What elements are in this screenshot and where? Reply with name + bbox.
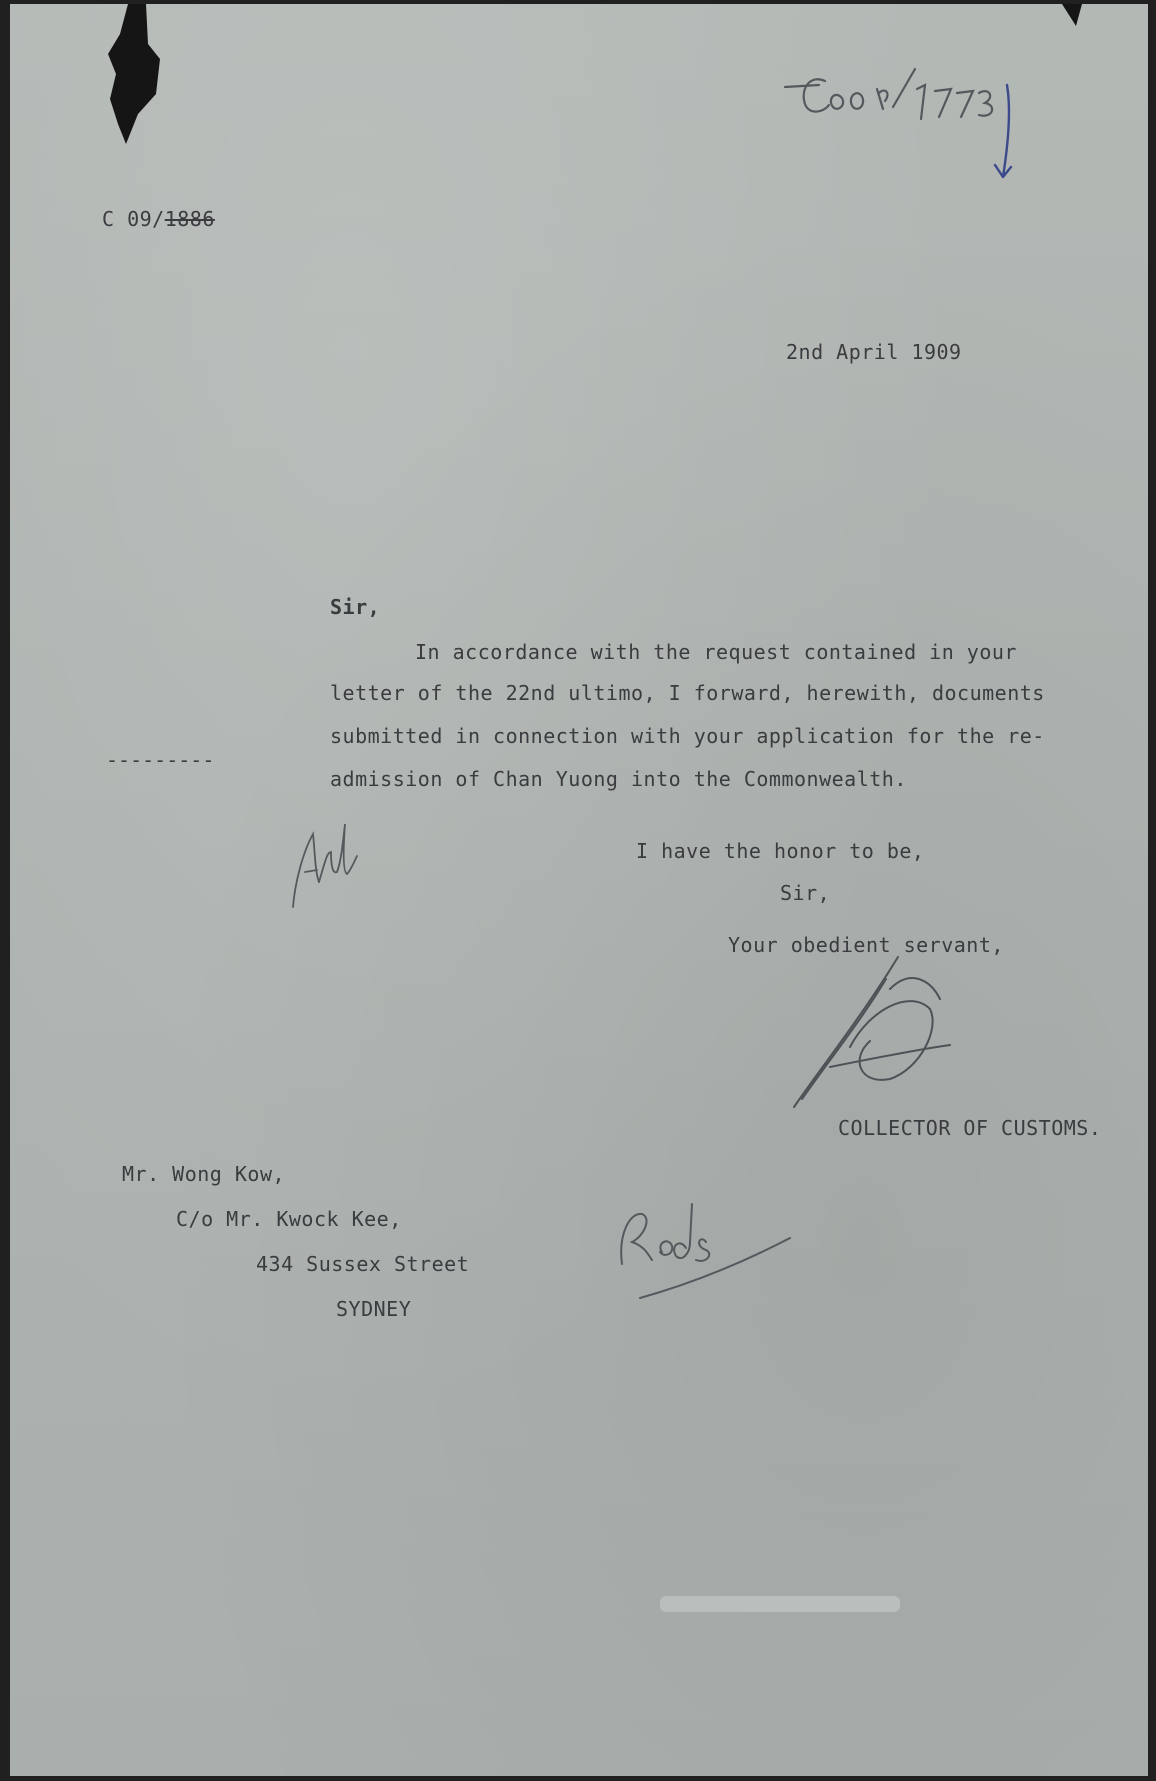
salutation: Sir, [330, 595, 381, 619]
letter-page [10, 4, 1148, 1776]
file-reference-struck: 1886 [164, 207, 215, 231]
closing-line: Your obedient servant, [728, 933, 1004, 957]
body-line: In accordance with the request contained in your [415, 640, 1017, 664]
body-line: submitted in connection with your application for the re- [330, 724, 1045, 748]
signature-title: COLLECTOR OF CUSTOMS. [838, 1116, 1102, 1140]
handwritten-initials [285, 812, 365, 912]
closing-line: I have the honor to be, [636, 839, 925, 863]
margin-rule: --------- [106, 748, 215, 772]
file-reference-prefix: C 09/ [102, 207, 165, 231]
addressee-city: SYDNEY [336, 1297, 412, 1321]
handwritten-file-reference [775, 59, 1075, 189]
letter-date: 2nd April 1909 [786, 340, 962, 364]
addressee-name: Mr. Wong Kow, [122, 1162, 286, 1186]
body-line: admission of Chan Yuong into the Commonwealth. [330, 767, 907, 791]
addressee-care-of: C/o Mr. Kwock Kee, [176, 1207, 402, 1231]
body-line: letter of the 22nd ultimo, I forward, herewith, documents [330, 681, 1045, 705]
faint-stamp-mark [650, 1584, 920, 1624]
closing-line: Sir, [780, 881, 831, 905]
handwritten-notation [610, 1194, 800, 1304]
file-reference [102, 207, 215, 231]
addressee-street: 434 Sussex Street [256, 1252, 470, 1276]
signature [790, 949, 990, 1119]
torn-corner-mark [98, 4, 168, 154]
top-right-mark [1060, 4, 1090, 34]
